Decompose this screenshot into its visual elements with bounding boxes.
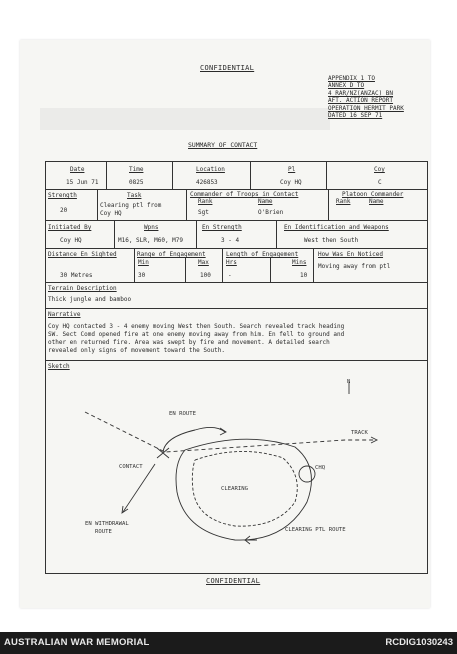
length-hrs: -	[228, 272, 232, 279]
date-label: Date	[70, 166, 85, 173]
how-noticed-value: Moving away from ptl	[318, 263, 391, 270]
weapons-label: Wpns	[144, 224, 159, 231]
confidential-bottom: CONFIDENTIAL	[206, 577, 261, 585]
appendix-line: DATED 16 SEP 71	[328, 112, 383, 120]
commander-name: O'Brien	[258, 209, 284, 216]
north-label: N	[347, 379, 351, 385]
length-label: Length of Engagement	[226, 251, 299, 258]
summary-title: SUMMARY OF CONTACT	[188, 141, 258, 149]
range-min-label: Min	[138, 259, 149, 266]
withdrawal-label-line1: EN WITHDRAWAL	[85, 521, 129, 527]
en-route-arrowhead	[220, 428, 226, 435]
pl-value: Coy HQ	[280, 179, 302, 186]
en-identification-value: West then South	[304, 237, 359, 244]
clearing-label: CLEARING	[221, 486, 248, 492]
en-route-label: EN ROUTE	[169, 411, 196, 417]
coy-label: Coy	[374, 166, 385, 173]
en-strength-label: En Strength	[202, 224, 242, 231]
terrain-label: Terrain Description	[48, 285, 117, 292]
confidential-top: CONFIDENTIAL	[200, 64, 255, 72]
sketch-diagram	[45, 372, 426, 572]
location-label: Location	[196, 166, 225, 173]
withdrawal-arrow	[123, 464, 155, 512]
contact-marker	[157, 448, 169, 458]
strength-label: Strength	[48, 192, 77, 199]
initiated-by-label: Initiated By	[48, 224, 92, 231]
narrative-label: Narrative	[48, 311, 81, 318]
bleed-through-text	[40, 108, 330, 130]
range-max-label: Max	[198, 259, 209, 266]
appendix-line: AFT. ACTION REPORT	[328, 97, 394, 105]
sketch-label: Sketch	[48, 363, 70, 370]
task-value-line2: Coy HQ	[100, 210, 122, 217]
distance-label: Distance En Sighted	[48, 251, 117, 258]
time-label: Time	[129, 166, 144, 173]
platoon-commander-label: Platoon Commander	[342, 191, 404, 198]
narrative-line: revealed only signs of movement toward the South.	[48, 347, 226, 354]
appendix-line: APPENDIX 1 TO	[328, 75, 375, 82]
coy-value: C	[378, 179, 382, 186]
range-label: Range of Engagement	[137, 251, 206, 258]
task-value-line1: Clearing ptl from	[100, 202, 162, 209]
appendix-reference	[328, 75, 404, 119]
narrative-text	[48, 323, 420, 355]
en-strength-value: 3 - 4	[221, 237, 240, 244]
pl-label: Pl	[288, 166, 296, 173]
range-min: 30	[138, 272, 146, 279]
task-label: Task	[127, 192, 142, 199]
commander-name-label: Name	[258, 198, 273, 205]
footer-institution: AUSTRALIAN WAR MEMORIAL	[4, 637, 150, 648]
track-line	[85, 412, 375, 452]
how-noticed-label: How Was En Noticed	[318, 251, 384, 258]
contact-label: CONTACT	[119, 464, 143, 470]
terrain-value: Thick jungle and bamboo	[48, 296, 132, 303]
clearing-route-arrow	[245, 536, 257, 544]
length-mins-label: Mins	[292, 259, 307, 266]
clearing-route-label: CLEARING PTL ROUTE	[285, 527, 346, 533]
commander-label: Commander of Troops in Contact	[190, 191, 299, 198]
track-label: TRACK	[351, 430, 368, 436]
en-identification-label: En Identification and Weapons	[284, 224, 389, 231]
commander-rank-label: Rank	[198, 198, 213, 205]
location-value: 426853	[196, 179, 218, 186]
weapons-value: M16, SLR, M60, M79	[118, 237, 184, 244]
narrative-line: other en returned fire. Area was swept by fire and movement. A detailed search	[48, 339, 330, 346]
initiated-by-value: Coy HQ	[60, 237, 82, 244]
coy-hq-marker	[299, 466, 315, 482]
date-value: 15 Jun 71	[66, 179, 99, 186]
narrative-line: SW. Sect Comd opened fire at one enemy moving away from him. En fell to ground and	[48, 331, 345, 338]
footer-reference: RCDIG1030243	[385, 637, 453, 648]
coy-hq-label: CHQ	[315, 465, 326, 471]
length-mins: 10	[300, 272, 308, 279]
appendix-line: 4 RAR/NZ(ANZAC) BN	[328, 89, 394, 97]
appendix-line: OPERATION HERMIT PARK	[328, 104, 404, 112]
platoon-rank-label: Rank	[336, 198, 351, 205]
appendix-line: ANNEX D TO	[328, 82, 365, 90]
strength-value: 20	[60, 207, 68, 214]
distance-value: 30 Metres	[60, 272, 93, 279]
commander-rank: Sgt	[198, 209, 209, 216]
range-max: 100	[200, 272, 211, 279]
archive-footer	[0, 632, 457, 654]
narrative-line: Coy HQ contacted 3 - 4 enemy moving West then South. Search revealed track heading	[48, 323, 345, 330]
platoon-name-label: Name	[369, 198, 384, 205]
withdrawal-label-line2: ROUTE	[95, 529, 112, 535]
time-value: 0825	[129, 179, 144, 186]
length-hrs-label: Hrs	[226, 259, 237, 266]
